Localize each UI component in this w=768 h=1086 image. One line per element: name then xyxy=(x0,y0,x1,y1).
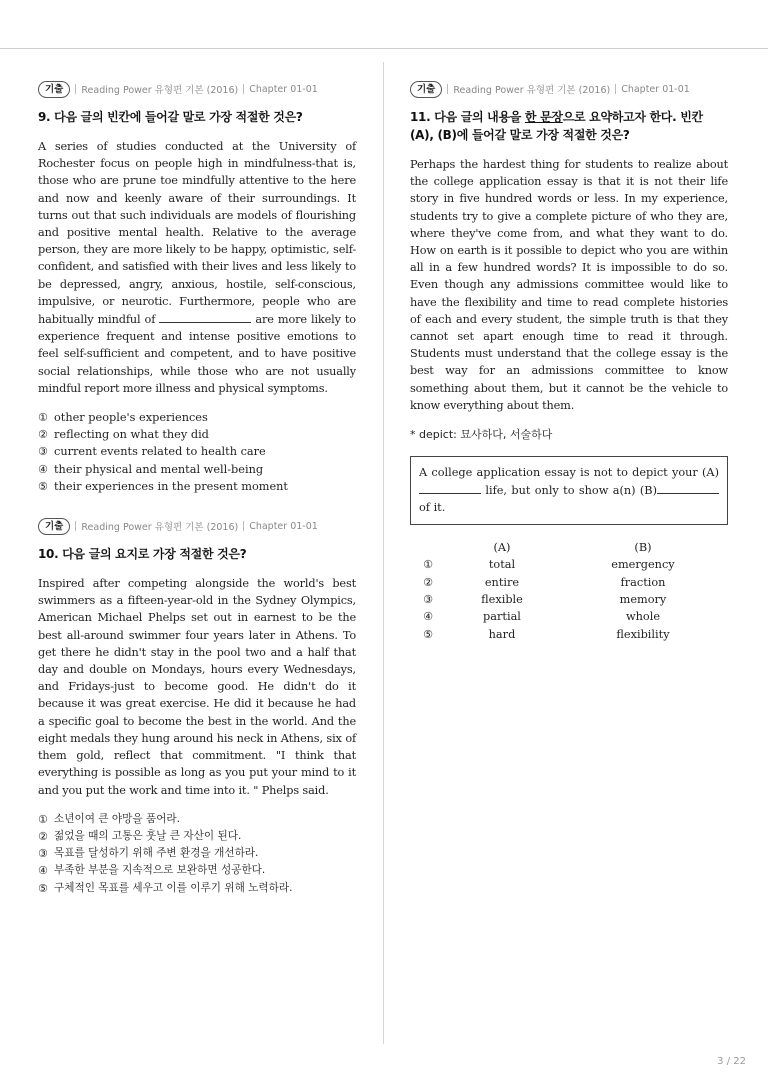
question-9-passage xyxy=(38,138,356,397)
option-item[interactable] xyxy=(38,461,356,478)
option-item[interactable] xyxy=(38,426,356,443)
cell-a: hard xyxy=(488,627,516,641)
answer-choices-table xyxy=(410,539,728,643)
title-part-2: 으로 요약하고자 한다. 빈칸 (A), (B)에 들어갈 말로 가장 적절한 것은? xyxy=(410,110,703,142)
table-row[interactable] xyxy=(410,591,728,608)
option-item[interactable] xyxy=(38,862,356,879)
right-column xyxy=(410,80,728,643)
vocab-note: * depict: 묘사하다, 서술하다 xyxy=(410,428,553,442)
chapter-label: Chapter 01-01 xyxy=(249,83,318,95)
row-number: ③ xyxy=(423,593,433,607)
column-divider xyxy=(383,62,384,1044)
table-row[interactable] xyxy=(410,626,728,643)
chapter-label: Chapter 01-01 xyxy=(621,83,690,95)
question-10-title: 10. 다음 글의 요지로 가장 적절한 것은? xyxy=(38,547,247,562)
blank-a xyxy=(419,481,481,494)
row-number: ⑤ xyxy=(423,627,433,641)
cell-b: memory xyxy=(619,593,667,607)
option-item[interactable] xyxy=(38,828,356,845)
table-row[interactable] xyxy=(410,556,728,573)
cell-a: partial xyxy=(483,610,521,624)
option-text: their physical and mental well-being xyxy=(54,462,264,476)
option-text: current events related to health care xyxy=(54,445,266,459)
option-item[interactable] xyxy=(38,478,356,495)
option-item[interactable] xyxy=(38,443,356,460)
cell-a: total xyxy=(488,558,516,572)
row-number: ④ xyxy=(423,610,433,624)
table-header-row xyxy=(410,539,728,556)
cell-b: fraction xyxy=(620,575,666,589)
source-badge: 기출 xyxy=(38,81,70,98)
question-9-title: 9. 다음 글의 빈칸에 들어갈 말로 가장 적절한 것은? xyxy=(38,110,303,124)
option-text: 목표를 달성하기 위해 주변 환경을 개선하라. xyxy=(54,847,259,860)
option-number: ② xyxy=(38,829,48,843)
option-item[interactable] xyxy=(38,845,356,862)
column-a-header: (A) xyxy=(493,540,511,554)
question-9-tagline xyxy=(38,80,356,98)
row-number: ① xyxy=(423,558,433,572)
answer-blank xyxy=(159,310,251,323)
passage-part-1: A series of studies conducted at the University of Rochester focus on people high in mindfulness-that is, those who are prune toe mindfully attentive to the here and now and keenly aware of their surroundings. It turns out that such individuals are models of flourishing and positive mental health. Relative to the average person, they are more likely to be happy, optimistic, self-confident, and satisfied with their lives and less likely to be depressed, angry, anxious, hostile, self-conscious, impulsive, or neurotic. Furthermore, people who are habitually mindful of xyxy=(38,140,356,327)
option-item[interactable] xyxy=(38,880,356,897)
chapter-label: Chapter 01-01 xyxy=(249,520,318,532)
tag-separator xyxy=(615,84,616,94)
question-10-passage: Inspired after competing alongside the world's best swimmers as a fifteen-year-old in the Sydney Olympics, American Michael Phelps set out in earnest to be the best all-around swimmer four years later in Athens. To get there he didn't stay in the pool two and a half that day and double on Mondays, hours every Wednesdays, and Fridays-just to become good. He didn't do it because it was great exercise. He did it because he had a specific goal to become the best in the world. And the eight medals they hung around his neck in Athens, six of them gold, reflect that commitment. "I think that everything is possible as long as you put your mind to it and you put the work and time into it. " Phelps said. xyxy=(38,577,356,797)
cell-a: entire xyxy=(484,575,520,589)
option-number: ① xyxy=(38,411,48,425)
source-label: Reading Power 유형편 기본 (2016) xyxy=(453,85,611,96)
option-text: 부족한 부분을 지속적으로 보완하면 성공한다. xyxy=(54,864,266,877)
option-number: ③ xyxy=(38,847,48,861)
left-column xyxy=(38,80,356,897)
passage-part-2: are more likely to experience frequent and intense positive emotions to feel self-sufficient and competent, and to have positive social relationships, while those who are not usually mindful report more illness and physical symptoms. xyxy=(38,313,356,395)
option-text: 구체적인 목표를 세우고 이를 이루기 위해 노력하라. xyxy=(54,881,293,894)
option-number: ⑤ xyxy=(38,479,48,493)
summary-part-3: of it. xyxy=(419,501,446,515)
option-text: 소년이여 큰 야망을 품어라. xyxy=(54,812,181,825)
title-underlined: 한 문장 xyxy=(524,110,563,124)
tag-separator xyxy=(243,521,244,531)
question-11-passage: Perhaps the hardest thing for students to realize about the college application essay is that it is not their life story in five hundred words or less. In my experience, students try to give a complete picture of who they are, where they've come from, and what they want to do. How on earth is it possible to depict who you are within all in a few hundred words? It is impossible to do so. Even though any admissions committee would like to have the flexibility and time to read complete histories of each and every student, the simple truth is that they cannot set apart enough time to read it through. Students must understand that the college essay is the best way for an admissions committee to know something about them, but it cannot be the vehicle to know everything about them. xyxy=(410,158,728,412)
source-badge: 기출 xyxy=(38,518,70,535)
tag-separator xyxy=(75,84,76,94)
tag-separator xyxy=(75,521,76,531)
row-number: ② xyxy=(423,575,433,589)
option-number: ② xyxy=(38,428,48,442)
question-10-tagline xyxy=(38,517,356,535)
option-number: ③ xyxy=(38,445,48,459)
column-b-header: (B) xyxy=(634,540,652,554)
cell-b: flexibility xyxy=(616,627,670,641)
option-number: ④ xyxy=(38,864,48,878)
question-9-options xyxy=(38,409,356,495)
summary-part-1: A college application essay is not to depict your (A) xyxy=(419,466,719,480)
question-10-options xyxy=(38,811,356,897)
table-row[interactable] xyxy=(410,573,728,590)
option-number: ⑤ xyxy=(38,881,48,895)
source-badge: 기출 xyxy=(410,81,442,98)
header-rule xyxy=(0,48,768,49)
option-number: ① xyxy=(38,812,48,826)
tag-separator xyxy=(243,84,244,94)
source-label: Reading Power 유형편 기본 (2016) xyxy=(81,85,239,96)
cell-b: emergency xyxy=(611,558,675,572)
option-item[interactable] xyxy=(38,409,356,426)
option-text: other people's experiences xyxy=(54,411,208,425)
option-text: their experiences in the present moment xyxy=(54,479,288,493)
cell-b: whole xyxy=(625,610,660,624)
option-text: reflecting on what they did xyxy=(54,428,209,442)
title-part-1: 11. 다음 글의 내용을 xyxy=(410,110,525,124)
summary-part-2: life, but only to show a(n) (B) xyxy=(485,484,657,498)
table-row[interactable] xyxy=(410,608,728,625)
question-11-tagline xyxy=(410,80,728,98)
source-label: Reading Power 유형편 기본 (2016) xyxy=(81,522,239,534)
question-11-title xyxy=(410,108,728,144)
blank-b xyxy=(657,481,719,494)
option-item[interactable] xyxy=(38,811,356,828)
tag-separator xyxy=(447,84,448,94)
option-text: 젊었을 때의 고통은 훗날 큰 자산이 된다. xyxy=(54,829,242,842)
summary-box xyxy=(410,456,728,525)
page-number: 3 / 22 xyxy=(717,1056,746,1067)
option-number: ④ xyxy=(38,462,48,476)
cell-a: flexible xyxy=(481,593,523,607)
